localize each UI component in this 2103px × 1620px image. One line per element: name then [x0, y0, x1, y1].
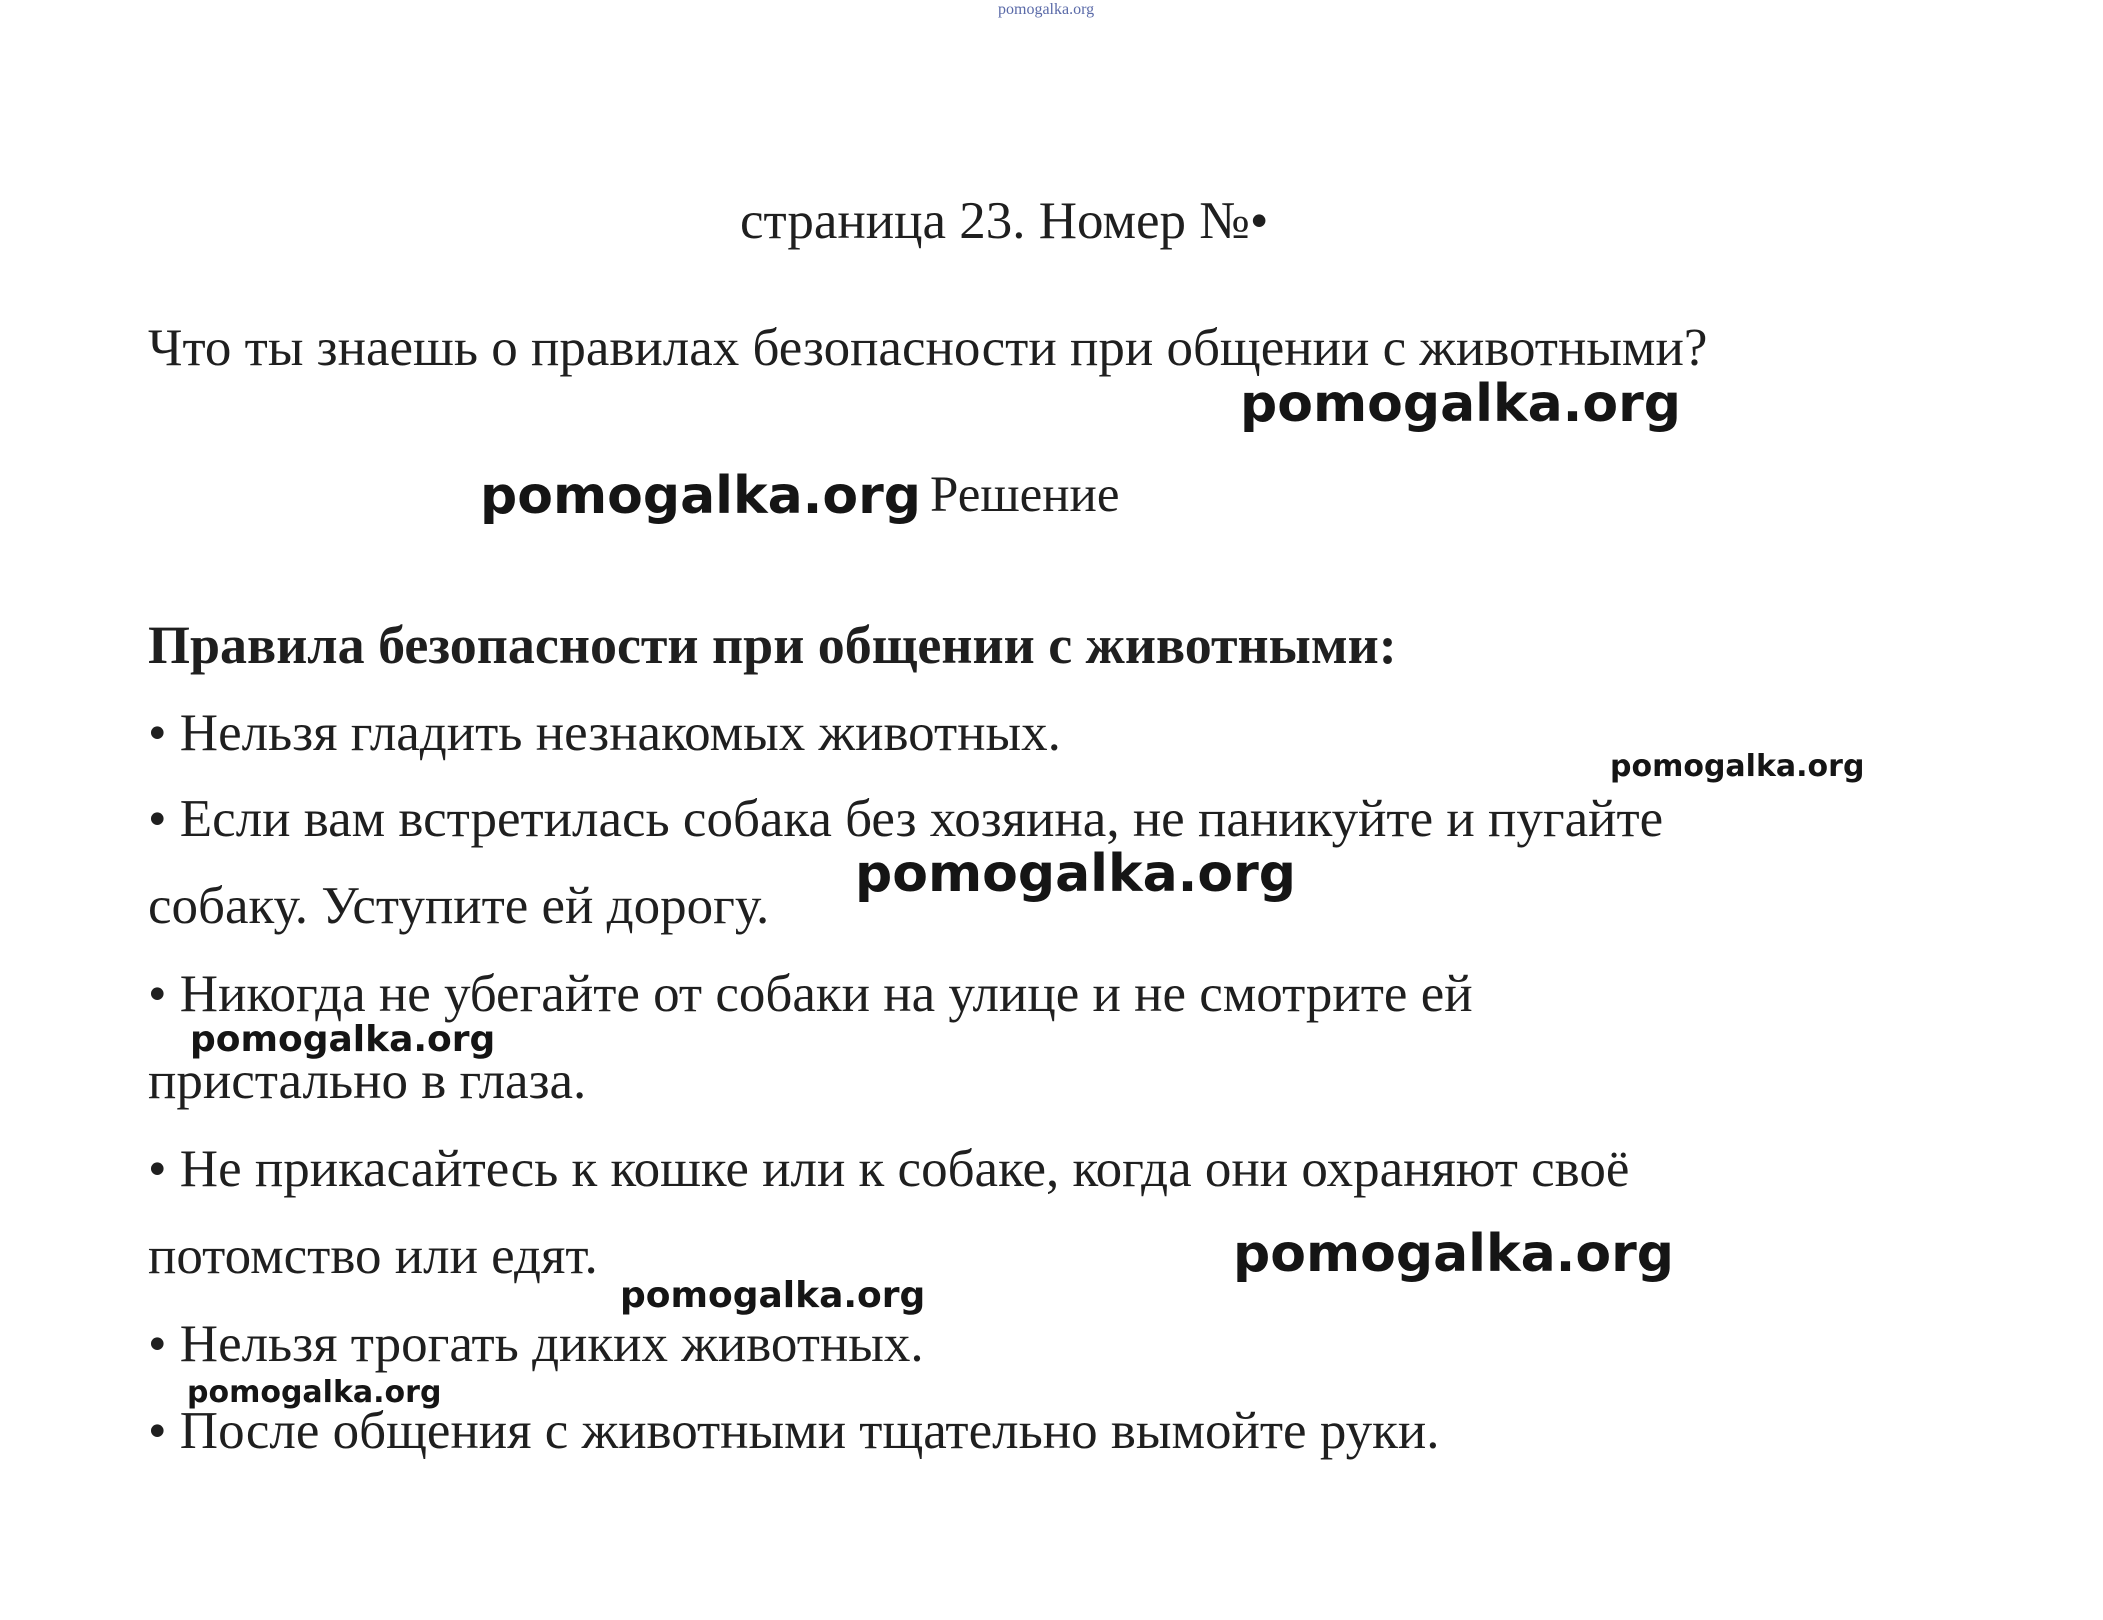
page-title: страница 23. Номер №• [740, 192, 1269, 250]
watermark: pomogalka.org [1610, 749, 1865, 784]
question-text: Что ты знаешь о правилах безопасности при общении с животными? [148, 319, 1708, 377]
answer-line: • Никогда не убегайте от собаки на улице и не смотрите ей [148, 965, 1473, 1023]
answer-heading: Правила безопасности при общении с животными: [148, 615, 1397, 675]
watermark: pomogalka.org [1240, 374, 1682, 434]
answer-line: • Нельзя гладить незнакомых животных. [148, 704, 1061, 762]
watermark: pomogalka.org [1233, 1224, 1675, 1284]
watermark: pomogalka.org [480, 466, 922, 526]
answer-line: потомство или едят. [148, 1227, 598, 1285]
watermark-top: pomogalka.org [998, 1, 1095, 18]
watermark: pomogalka.org [855, 844, 1297, 904]
watermark: pomogalka.org [187, 1375, 442, 1410]
watermark: pomogalka.org [620, 1275, 926, 1316]
answer-line: собаку. Уступите ей дорогу. [148, 877, 770, 935]
answer-line: • Не прикасайтесь к кошке или к собаке, когда они охраняют своё [148, 1140, 1630, 1198]
solution-label: Решение [930, 467, 1120, 523]
answer-line: • После общения с животными тщательно вымойте руки. [148, 1402, 1440, 1460]
answer-line: • Нельзя трогать диких животных. [148, 1315, 924, 1373]
answer-line: • Если вам встретилась собака без хозяина, не паникуйте и пугайте [148, 790, 1664, 848]
answer-line: пристально в глаза. [148, 1052, 587, 1110]
watermark: pomogalka.org [190, 1019, 496, 1060]
